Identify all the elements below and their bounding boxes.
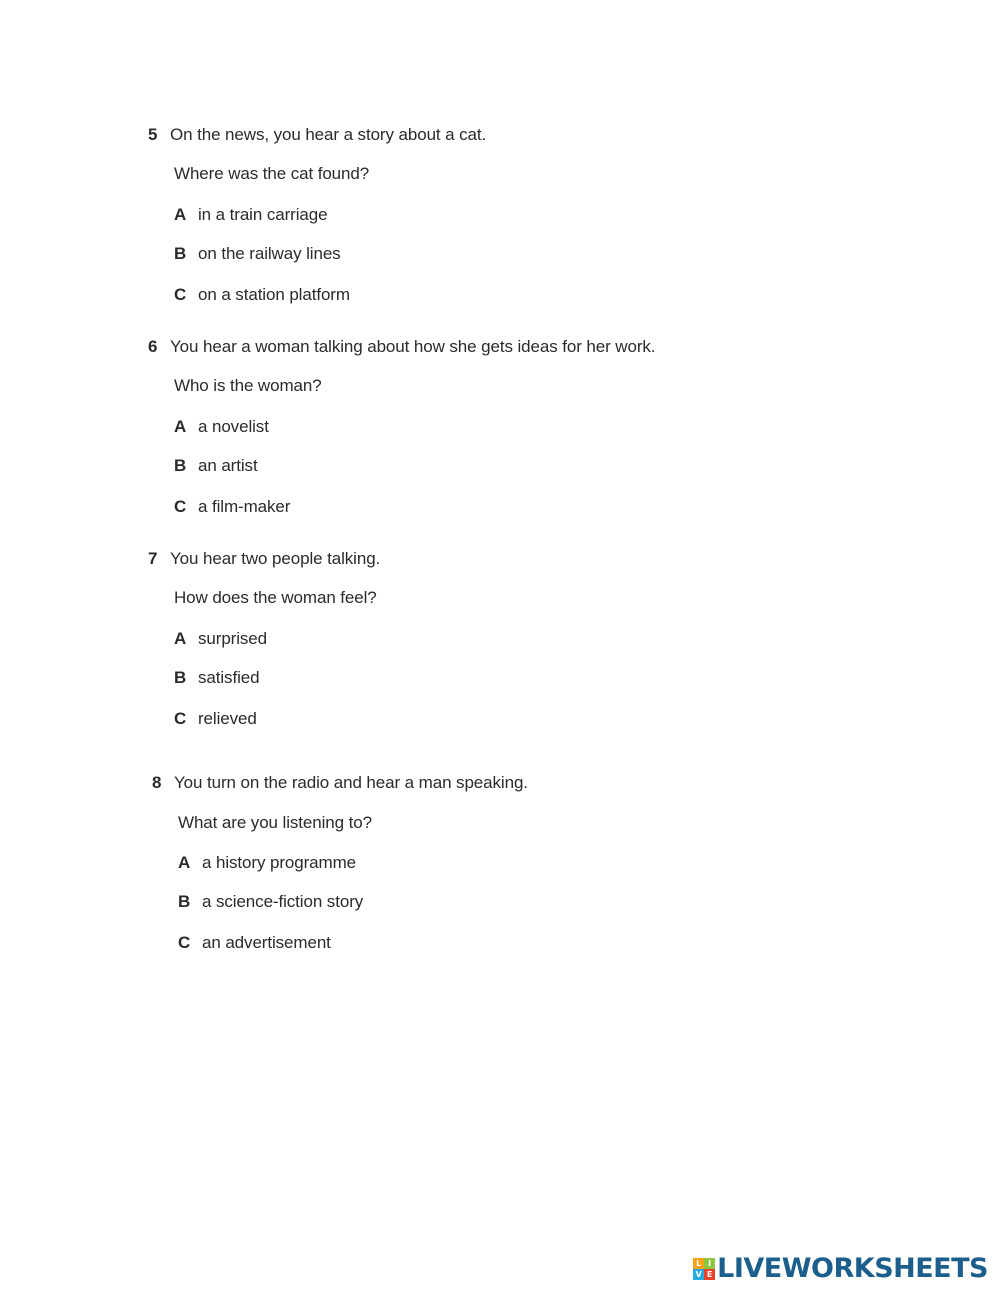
question-8-prompt (152, 772, 528, 794)
option-letter: B (174, 244, 187, 263)
question-7-option-c[interactable] (174, 708, 257, 730)
question-5-option-a[interactable] (174, 204, 327, 226)
question-6-prompt (148, 336, 655, 358)
question-6-option-b[interactable] (174, 455, 258, 477)
option-text: a science-fiction story (202, 892, 364, 911)
option-text: an advertisement (202, 933, 331, 952)
question-number: 5 (148, 125, 158, 144)
option-letter: C (174, 497, 187, 516)
option-text: a film-maker (198, 497, 291, 516)
question-6-question: Who is the woman? (174, 376, 322, 395)
logo-mark-letter: E (704, 1269, 715, 1280)
question-6-option-a[interactable] (174, 416, 269, 438)
option-letter: C (174, 709, 187, 728)
option-letter: A (174, 205, 187, 224)
prompt-text: You turn on the radio and hear a man speaking. (174, 773, 528, 792)
prompt-text: You hear a woman talking about how she gets ideas for her work. (170, 337, 656, 356)
option-letter: C (174, 285, 187, 304)
logo-mark-letter: I (704, 1258, 715, 1269)
option-text: relieved (198, 709, 257, 728)
question-5-option-c[interactable] (174, 284, 350, 306)
question-8-option-c[interactable] (178, 932, 331, 954)
option-letter: B (174, 456, 187, 475)
option-text: a novelist (198, 417, 269, 436)
logo-mark-letter: L (693, 1258, 704, 1269)
prompt-text: You hear two people talking. (170, 549, 381, 568)
option-letter: B (174, 668, 187, 687)
option-letter: A (174, 629, 187, 648)
question-5-prompt (148, 124, 486, 146)
option-text: a history programme (202, 853, 356, 872)
question-8-option-b[interactable] (178, 891, 363, 913)
option-letter: A (178, 853, 191, 872)
option-letter: C (178, 933, 191, 952)
question-number: 7 (148, 549, 158, 568)
option-text: on a station platform (198, 285, 350, 304)
question-7-question: How does the woman feel? (174, 588, 377, 607)
option-letter: A (174, 417, 187, 436)
question-7-prompt (148, 548, 380, 570)
question-5-question: Where was the cat found? (174, 164, 370, 183)
question-7-option-b[interactable] (174, 667, 259, 689)
option-letter: B (178, 892, 191, 911)
question-6-option-c[interactable] (174, 496, 290, 518)
question-7-option-a[interactable] (174, 628, 267, 650)
question-8-option-a[interactable] (178, 852, 356, 874)
logo-text: LIVEWORKSHEETS (717, 1253, 988, 1284)
logo-mark-letter: V (693, 1269, 704, 1280)
option-text: surprised (198, 629, 268, 648)
prompt-text: On the news, you hear a story about a cat. (170, 125, 487, 144)
option-text: satisfied (198, 668, 260, 687)
question-number: 6 (148, 337, 158, 356)
option-text: on the railway lines (198, 244, 341, 263)
question-5-option-b[interactable] (174, 243, 341, 265)
question-8-question: What are you listening to? (178, 813, 372, 832)
liveworksheets-logo (693, 1255, 988, 1283)
question-number: 8 (152, 773, 162, 792)
option-text: in a train carriage (198, 205, 328, 224)
logo-mark-icon (693, 1258, 715, 1280)
option-text: an artist (198, 456, 258, 475)
